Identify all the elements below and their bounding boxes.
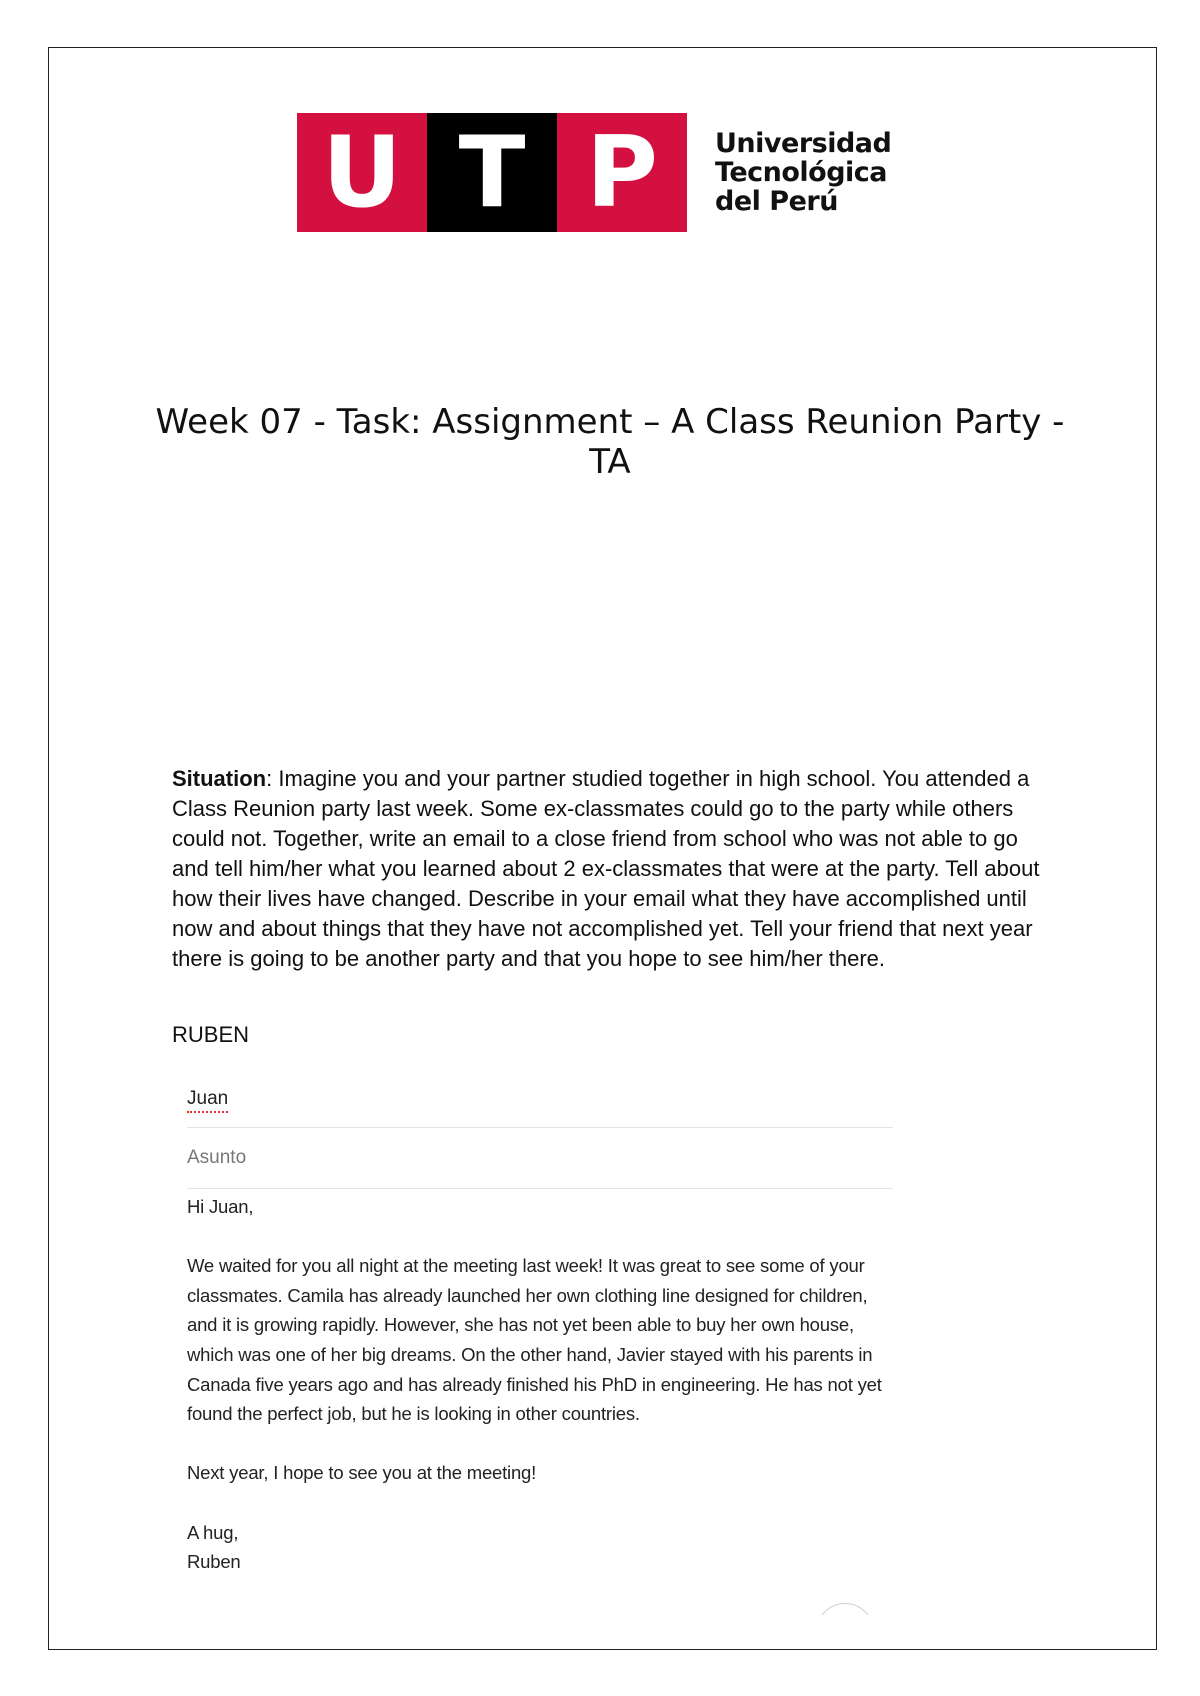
- logo-text-line: Tecnológica: [715, 157, 888, 188]
- logo-box-u: [297, 113, 427, 232]
- logo-text-line: Universidad: [715, 128, 892, 159]
- logo-letter-t: T: [458, 115, 526, 230]
- email-body: [187, 1192, 893, 1577]
- logo-letter-u: U: [322, 115, 402, 230]
- situation-label: Situation: [172, 766, 267, 791]
- logo-letter-p: P: [586, 115, 658, 230]
- logo-box-t: [427, 113, 557, 232]
- email-greeting: Hi Juan,: [187, 1196, 254, 1217]
- logo-box-p: [557, 113, 687, 232]
- email-closing-line: A hug,: [187, 1521, 239, 1543]
- logo-text-line: del Perú: [715, 186, 838, 217]
- email-paragraph-2: Next year, I hope to see you at the meeting!: [187, 1462, 537, 1484]
- email-signature: Ruben: [187, 1551, 241, 1573]
- document-title: Week 07 - Task: Assignment – A Class Reunion Party - TA: [155, 402, 1065, 482]
- situation-text: : Imagine you and your partner studied together in high school. You attended a Class Reunion party last week. Some ex-classmates could go to the party while others could not. Together, write an email to a close friend from school who was not able to go and tell him/her what you learned about 2 ex-classmates that were at the party. Tell about how their lives have changed. Describe in your email what they have accomplished until now and about things that they have not accomplished yet. Tell your friend that next year there is going to be another party and that you hope to see him/her there.: [172, 766, 1040, 971]
- email-paragraph-1: We waited for you all night at the meeting last week! It was great to see some of your classmates. Camila has already launched her own clothing line designed for children, and it is growing rapidly. However, she has not yet been able to buy her own house, which was one of her big dreams. On the other hand, Javier stayed with his parents in Canada five years ago and has already finished his PhD in engineering. He has not yet found the perfect job, but he is looking in other countries.: [187, 1255, 882, 1425]
- email-compose-screenshot: [187, 1078, 893, 1577]
- email-closing: [187, 1518, 893, 1577]
- author-name: RUBEN: [172, 1022, 250, 1047]
- situation-paragraph: [172, 764, 1052, 974]
- logo-wordmark: [715, 129, 891, 216]
- email-to-field: [187, 1078, 893, 1128]
- utp-logo: [297, 113, 891, 232]
- email-recipient: Juan: [187, 1088, 228, 1113]
- email-subject-placeholder: Asunto: [187, 1147, 247, 1168]
- email-subject-field: [187, 1128, 893, 1189]
